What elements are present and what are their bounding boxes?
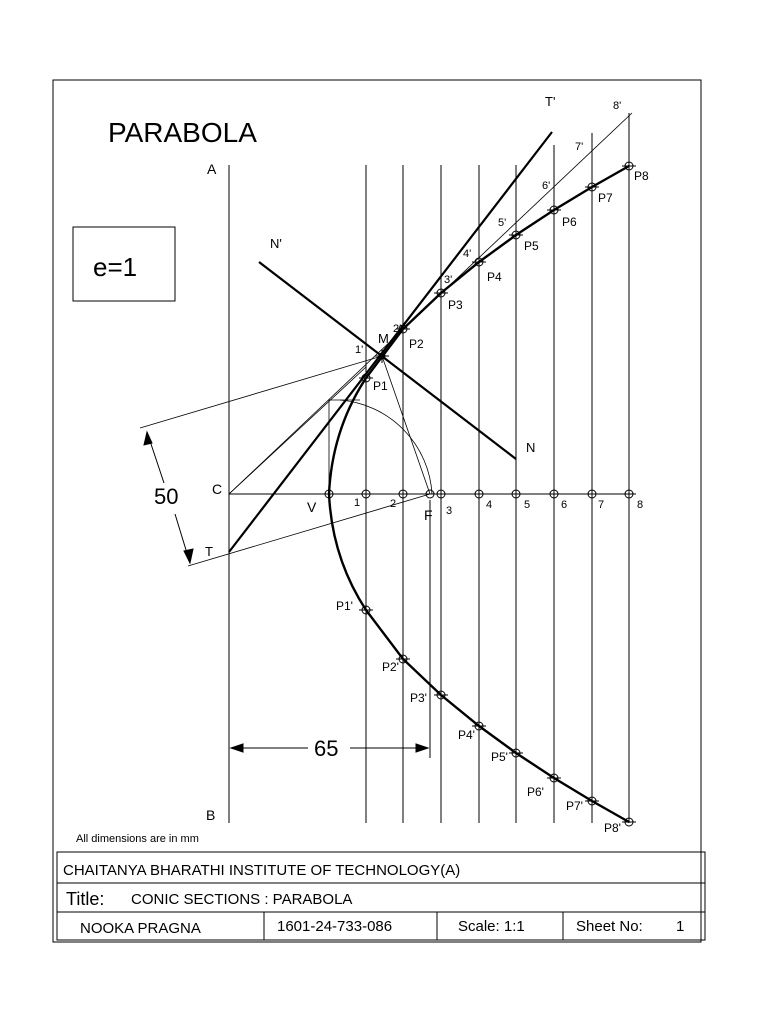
dim-65-arrow-right [416, 744, 428, 752]
axis-mark-labels [354, 497, 643, 517]
roll-number: 1601-24-733-086 [277, 918, 393, 935]
label-T-prime: T' [545, 94, 556, 109]
title-value: CONIC SECTIONS : PARABOLA [131, 891, 353, 908]
eccentricity-label: e=1 [93, 252, 138, 282]
label-C: C [212, 481, 223, 497]
lower-point-P1-prime: P1' [336, 599, 353, 613]
diagonal-mark-labels [355, 100, 621, 356]
axis-mark-4: 4 [486, 499, 493, 511]
dim-50-value: 50 [154, 484, 179, 509]
upper-point-P7: P7 [598, 191, 613, 205]
label-M: M [378, 331, 389, 346]
upper-point-P8: P8 [634, 169, 649, 183]
dimension-note: All dimensions are in mm [76, 833, 199, 845]
upper-point-P5: P5 [524, 239, 539, 253]
diag-mark-2: 2' [393, 323, 402, 335]
axis-mark-8: 8 [637, 499, 644, 511]
axis-mark-7: 7 [598, 499, 605, 511]
lower-point-P7-prime: P7' [566, 799, 583, 813]
institute-name: CHAITANYA BHARATHI INSTITUTE OF TECHNOLOGY(A) [63, 862, 461, 879]
upper-point-P4: P4 [487, 270, 502, 284]
tangent-line [229, 132, 552, 552]
lower-point-P8-prime: P8' [604, 821, 621, 835]
lower-point-P6-prime: P6' [527, 785, 544, 799]
diag-mark-3: 3' [444, 274, 453, 286]
upper-point-P6: P6 [562, 215, 577, 229]
scale-value: Scale: 1:1 [458, 918, 525, 935]
diag-mark-6: 6' [542, 180, 551, 192]
sheet-number-label: Sheet No: [576, 918, 643, 935]
label-F: F [424, 507, 433, 523]
label-A: A [207, 161, 217, 177]
diag-mark-4: 4' [463, 248, 472, 260]
dimension-65 [231, 500, 430, 758]
upper-point-P2: P2 [409, 337, 424, 351]
label-T: T [205, 544, 213, 559]
diag-mark-7: 7' [575, 141, 584, 153]
axis-mark-6: 6 [561, 499, 568, 511]
axis-mark-3: 3 [446, 505, 453, 517]
label-N: N [526, 440, 536, 455]
label-N-prime: N' [270, 236, 282, 251]
lower-point-P3-prime: P3' [410, 691, 427, 705]
dim-50-arrow-bottom [184, 549, 193, 563]
construction-lines [140, 356, 432, 566]
upper-point-P3: P3 [448, 298, 463, 312]
construction-arc [340, 400, 432, 494]
dim-65-arrow-left [231, 744, 243, 752]
construction-line-c [229, 367, 366, 494]
lower-point-P4-prime: P4' [458, 728, 475, 742]
axis-mark-1: 1 [354, 497, 361, 509]
lower-point-P5-prime: P5' [491, 750, 508, 764]
diag-mark-1: 1' [355, 344, 364, 356]
sheet-heading: PARABOLA [108, 117, 257, 148]
dim-65-value: 65 [314, 736, 339, 761]
lower-point-P2-prime: P2' [382, 660, 399, 674]
label-B: B [206, 807, 216, 823]
upper-point-P1: P1 [373, 379, 388, 393]
point-markers [322, 162, 636, 826]
lower-point-labels [336, 599, 621, 835]
diag-mark-8: 8' [613, 100, 622, 112]
title-label: Title: [66, 889, 105, 909]
student-name: NOOKA PRAGNA [80, 920, 201, 937]
dim-50-arrow-top [144, 432, 152, 445]
sheet-number: 1 [676, 918, 685, 935]
axis-mark-2: 2 [390, 498, 397, 510]
sheet-border [53, 80, 701, 942]
construction-line-fm [382, 356, 430, 494]
label-V: V [307, 499, 317, 515]
diag-mark-5: 5' [498, 217, 507, 229]
upper-point-labels [373, 169, 649, 393]
axis-mark-5: 5 [524, 499, 531, 511]
